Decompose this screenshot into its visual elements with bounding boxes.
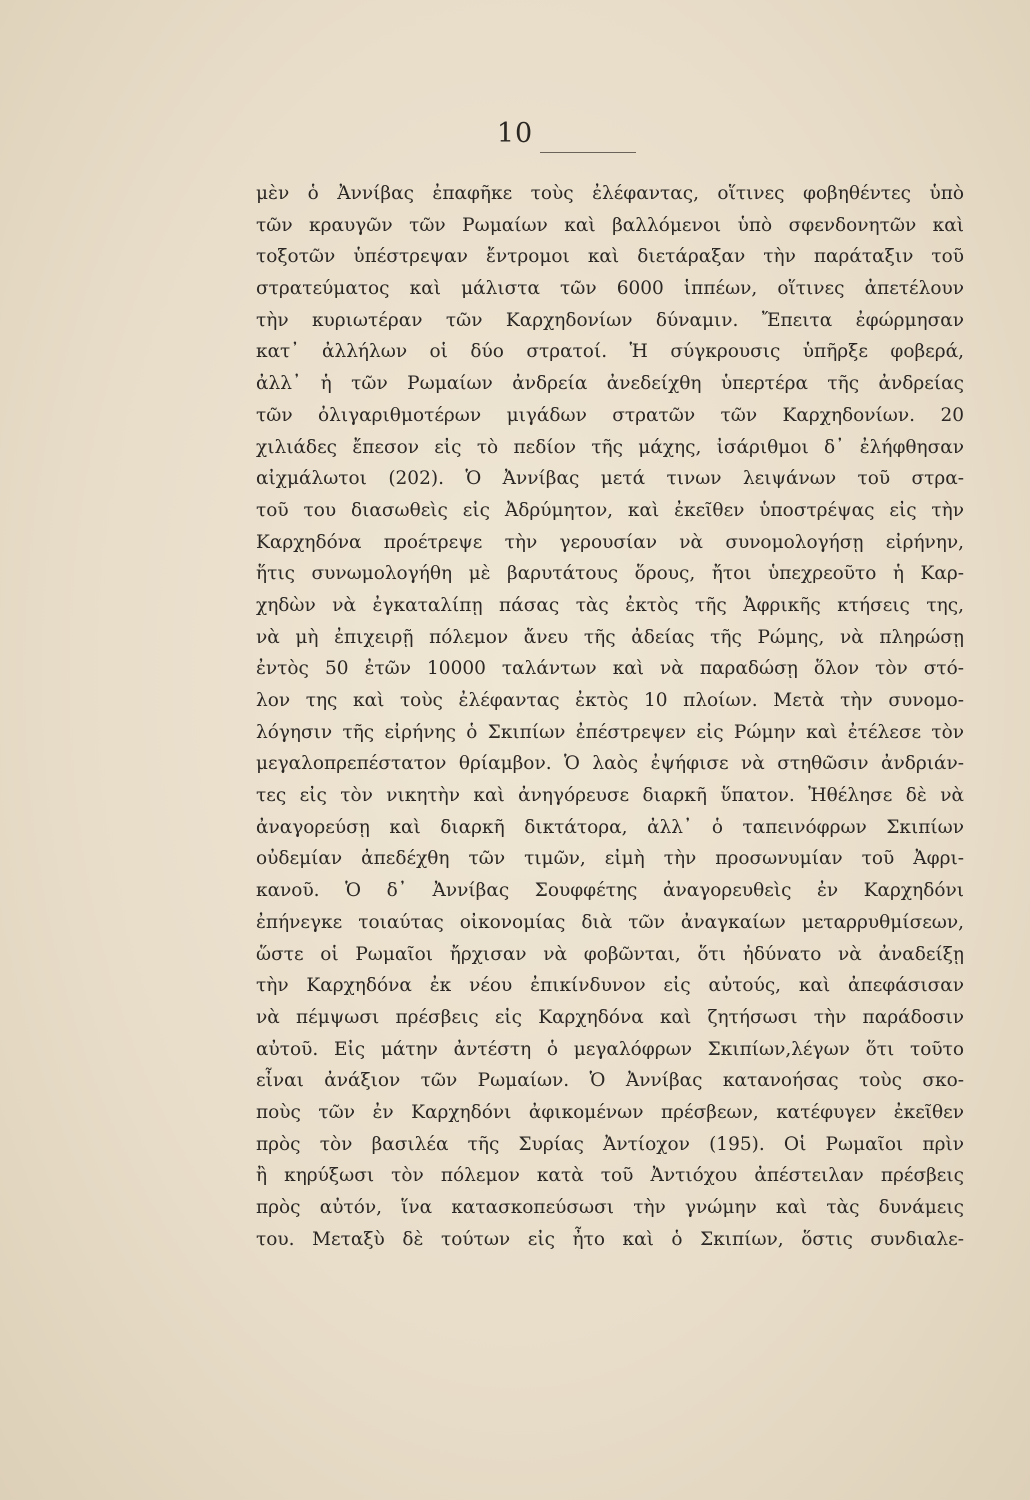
text-line: πρὸς αὐτόν, ἵνα κατασκοπεύσωσι τὴν γνώμην καὶ τὰς δυνάμεις	[256, 1197, 964, 1218]
text-line: ἢ κηρύξωσι τὸν πόλεμον κατὰ τοῦ Ἀντιόχου ἀπέστειλαν πρέσβεις	[256, 1165, 964, 1187]
text-line: αἰχμάλωτοι (202). Ὁ Ἀννίβας μετά τινων λειψάνων τοῦ στρα-	[256, 468, 964, 490]
text-line: νὰ μὴ ἐπιχειρῇ πόλεμον ἄνευ τῆς ἀδείας τῆς Ρώμης, νὰ πληρώσῃ	[256, 626, 964, 648]
text-line: μὲν ὁ Ἀννίβας ἐπαφῆκε τοὺς ἐλέφαντας, οἵτινες φοβηθέντες ὑπὸ	[256, 183, 964, 204]
text-line: χηδὼν νὰ ἐγκαταλίπῃ πάσας τὰς ἐκτὸς τῆς Ἀφρικῆς κτήσεις της,	[256, 594, 964, 616]
text-line: ὥστε οἱ Ρωμαῖοι ἤρχισαν νὰ φοβῶνται, ὅτι ἠδύνατο νὰ ἀναδείξῃ	[256, 943, 964, 965]
text-line: αὐτοῦ. Εἰς μάτην ἀντέστη ὁ μεγαλόφρων Σκιπίων,λέγων ὅτι τοῦτο	[256, 1038, 964, 1060]
text-line: τῶν κραυγῶν τῶν Ρωμαίων καὶ βαλλόμενοι ὑπὸ σφενδονητῶν καὶ	[256, 214, 964, 236]
text-line: μεγαλοπρεπέστατον θρίαμβον. Ὁ λαὸς ἐψήφισε νὰ στηθῶσιν ἀνδριάν-	[256, 753, 964, 775]
text-line: Καρχηδόνα προέτρεψε τὴν γερουσίαν νὰ συνομολογήσῃ εἰρήνην,	[256, 531, 964, 553]
text-line: τὴν Καρχηδόνα ἐκ νέου ἐπικίνδυνον εἰς αὐτούς, καὶ ἀπεφάσισαν	[256, 975, 964, 997]
text-line: χιλιάδες ἔπεσον εἰς τὸ πεδίον τῆς μάχης, ἰσάριθμοι δ᾽ ἐλήφθησαν	[256, 436, 964, 458]
text-line: ἀλλ᾽ ἡ τῶν Ρωμαίων ἀνδρεία ἀνεδείχθη ὑπερτέρα τῆς ἀνδρείας	[256, 373, 964, 395]
text-line: ἥτις συνωμολογήθη μὲ βαρυτάτους ὅρους, ἤτοι ὑπεχρεοῦτο ἡ Καρ-	[256, 563, 964, 585]
text-line: οὐδεμίαν ἀπεδέχθη τῶν τιμῶν, εἰμὴ τὴν προσωνυμίαν τοῦ Ἀφρι-	[256, 848, 964, 870]
text-line: τῶν ὀλιγαριθμοτέρων μιγάδων στρατῶν τῶν Καρχηδονίων. 20	[256, 404, 964, 426]
page-number: 10	[496, 118, 534, 149]
text-line: τὴν κυριωτέραν τῶν Καρχηδονίων δύναμιν. Ἔπειτα ἐφώρμησαν	[256, 309, 964, 331]
body-text	[256, 178, 964, 1255]
text-line: ἀναγορεύσῃ καὶ διαρκῆ δικτάτορα, ἀλλ᾽ ὁ ταπεινόφρων Σκιπίων	[256, 816, 964, 838]
text-line: κατ᾽ ἀλλήλων οἱ δύο στρατοί. Ἡ σύγκρουσις ὑπῆρξε φοβερά,	[256, 341, 964, 363]
text-line: λόγησιν τῆς εἰρήνης ὁ Σκιπίων ἐπέστρεψεν εἰς Ρώμην καὶ ἐτέλεσε τὸν	[256, 721, 964, 743]
text-line: εἶναι ἀνάξιον τῶν Ρωμαίων. Ὁ Ἀννίβας κατανοήσας τοὺς σκο-	[256, 1070, 964, 1092]
text-line: του. Μεταξὺ δὲ τούτων εἰς ἦτο καὶ ὁ Σκιπίων, ὅστις συνδιαλε-	[256, 1228, 964, 1250]
text-line: ποὺς τῶν ἐν Καρχηδόνι ἀφικομένων πρέσβεων, κατέφυγεν ἐκεῖθεν	[256, 1101, 964, 1123]
page-number-rule	[540, 152, 636, 153]
text-line: κανοῦ. Ὁ δ᾽ Ἀννίβας Σουφφέτης ἀναγορευθεὶς ἐν Καρχηδόνι	[256, 880, 964, 902]
text-line: πρὸς τὸν βασιλέα τῆς Συρίας Ἀντίοχον (195). Οἱ Ρωμαῖοι πρὶν	[256, 1133, 964, 1155]
text-line: στρατεύματος καὶ μάλιστα τῶν 6000 ἱππέων, οἵτινες ἀπετέλουν	[256, 278, 964, 300]
text-line: νὰ πέμψωσι πρέσβεις εἰς Καρχηδόνα καὶ ζητήσωσι τὴν παράδοσιν	[256, 1006, 964, 1028]
text-line: τες εἰς τὸν νικητὴν καὶ ἀνηγόρευσε διαρκῆ ὕπατον. Ἠθέλησε δὲ νὰ	[256, 785, 964, 807]
text-line: τοξοτῶν ὑπέστρεψαν ἔντρομοι καὶ διετάραξαν τὴν παράταξιν τοῦ	[256, 246, 964, 268]
text-line: τοῦ του διασωθεὶς εἰς Ἀδρύμητον, καὶ ἐκεῖθεν ὑποστρέψας εἰς τὴν	[256, 499, 964, 521]
text-line: ἐπήνεγκε τοιαύτας οἰκονομίας διὰ τῶν ἀναγκαίων μεταρρυθμίσεων,	[256, 911, 964, 933]
text-line: λον της καὶ τοὺς ἐλέφαντας ἐκτὸς 10 πλοίων. Μετὰ τὴν συνομο-	[256, 690, 964, 711]
text-line: ἐντὸς 50 ἐτῶν 10000 ταλάντων καὶ νὰ παραδώσῃ ὅλον τὸν στό-	[256, 658, 964, 680]
